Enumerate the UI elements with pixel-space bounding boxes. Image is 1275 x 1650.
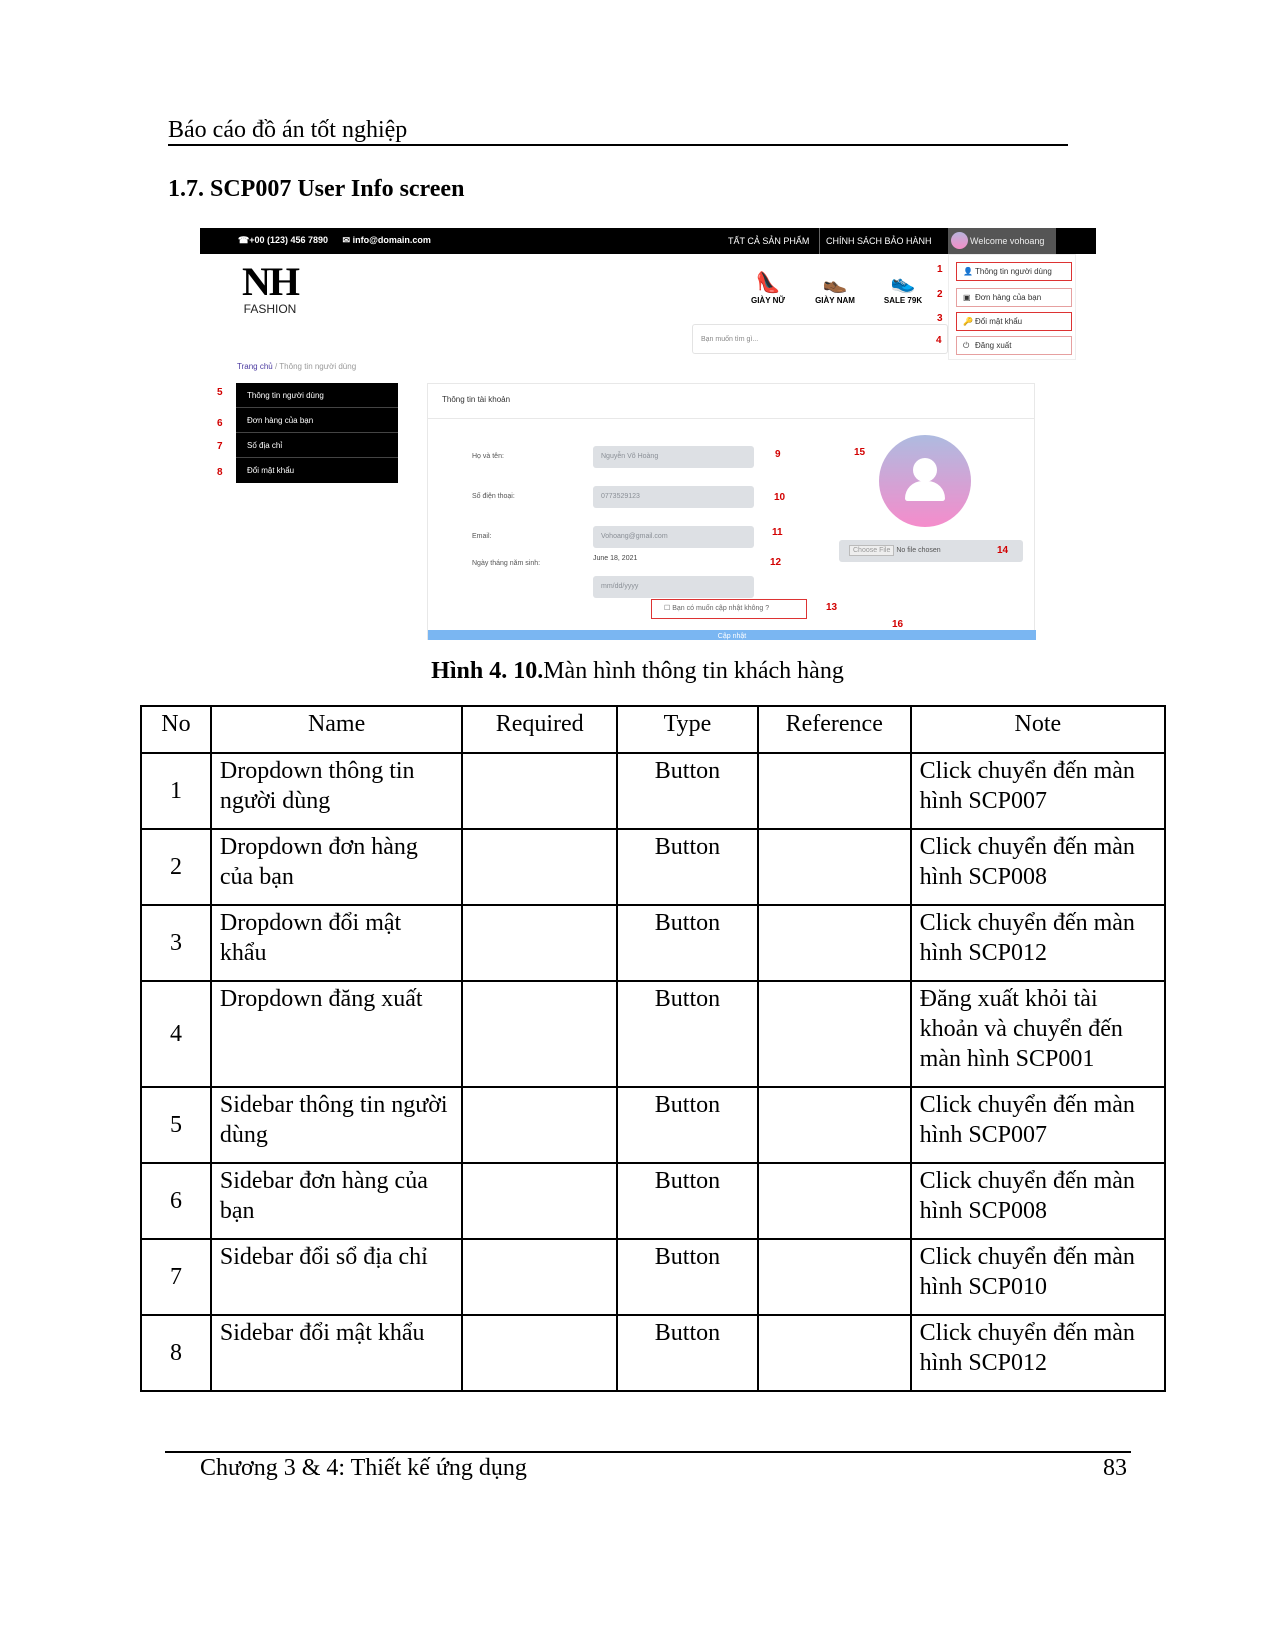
cell-note: Click chuyển đến màn hình SCP007 [911, 753, 1165, 829]
cell-required [462, 905, 617, 981]
annotation-12: 12 [770, 557, 782, 568]
user-icon: 👤 [963, 267, 973, 276]
cell-note: Click chuyển đến màn hình SCP010 [911, 1239, 1165, 1315]
annotation-2: 2 [937, 289, 943, 300]
category-men-shoes[interactable] [810, 272, 860, 305]
account-info-card [427, 383, 1035, 640]
annotation-16: 16 [892, 619, 904, 630]
cell-no: 2 [141, 829, 211, 905]
table-row [141, 1239, 1165, 1315]
category-women-shoes[interactable] [743, 272, 793, 305]
cell-name: Dropdown đăng xuất [211, 981, 462, 1087]
cell-reference [758, 905, 911, 981]
cell-reference [758, 1315, 911, 1391]
user-silhouette-body [905, 481, 945, 501]
cell-note: Click chuyển đến màn hình SCP012 [911, 1315, 1165, 1391]
dropdown-label: Đơn hàng của bạn [975, 293, 1042, 302]
cell-no: 4 [141, 981, 211, 1087]
figure-caption [0, 658, 1275, 685]
table-header-row [141, 706, 1165, 753]
update-checkbox-label: Bạn có muốn cập nhật không ? [672, 605, 770, 612]
nav-warranty-policy[interactable]: CHÍNH SÁCH BẢO HÀNH [826, 236, 932, 246]
user-menu-toggle[interactable] [948, 228, 1056, 254]
cell-name: Sidebar thông tin người dùng [211, 1087, 462, 1163]
breadcrumb-separator: / [274, 362, 278, 371]
cell-note: Đăng xuất khỏi tài khoản và chuyển đến màn hình SCP001 [911, 981, 1165, 1087]
dropdown-user-info[interactable] [956, 262, 1072, 281]
update-checkbox[interactable]: ☐ Bạn có muốn cập nhật không ? [651, 599, 807, 619]
table-row [141, 1315, 1165, 1391]
cell-required [462, 1239, 617, 1315]
breadcrumb [237, 362, 356, 371]
email-text: ✉ info@domain.com [342, 235, 431, 245]
dob-date-input[interactable]: mm/dd/yyyy [593, 576, 754, 598]
annotation-6: 6 [217, 418, 223, 429]
annotation-11: 11 [772, 527, 783, 538]
cell-required [462, 1087, 617, 1163]
email-input[interactable]: Vohoang@gmail.com [593, 526, 754, 548]
sidebar-item-user-info[interactable]: Thông tin người dùng [236, 383, 398, 408]
cell-type: Button [617, 1163, 758, 1239]
section-title: 1.7. SCP007 User Info screen [168, 176, 465, 202]
spec-table [140, 705, 1166, 1392]
page-number: 83 [1103, 1455, 1127, 1481]
breadcrumb-home[interactable]: Trang chủ [237, 362, 273, 371]
top-bar [200, 228, 1096, 254]
annotation-5: 5 [217, 387, 223, 398]
heel-shoe-icon: 👠 [755, 272, 781, 294]
cell-reference [758, 1239, 911, 1315]
cell-required [462, 1315, 617, 1391]
phone-text: ☎+00 (123) 456 7890 [238, 235, 329, 245]
name-label: Họ và tên: [472, 453, 504, 460]
power-icon: ⏻ [963, 341, 970, 350]
cell-type: Button [617, 753, 758, 829]
cell-name: Sidebar đổi mật khẩu [211, 1315, 462, 1391]
annotation-8: 8 [217, 467, 223, 478]
table-row [141, 753, 1165, 829]
cell-no: 1 [141, 753, 211, 829]
cell-note: Click chuyển đến màn hình SCP008 [911, 1163, 1165, 1239]
welcome-text: Welcome vohoang [970, 236, 1045, 246]
sidebar-item-change-password[interactable]: Đổi mật khẩu [247, 466, 295, 475]
cell-reference [758, 1087, 911, 1163]
dropdown-label: Đổi mật khẩu [975, 317, 1023, 326]
table-row [141, 1163, 1165, 1239]
table-row [141, 829, 1165, 905]
breadcrumb-current: Thông tin người dùng [279, 362, 357, 371]
cell-required [462, 1163, 617, 1239]
update-button[interactable]: Cập nhật [428, 630, 1036, 640]
table-row [141, 981, 1165, 1087]
dropdown-label: Đăng xuất [975, 341, 1012, 350]
footer-rule [165, 1451, 1131, 1453]
table-row [141, 1087, 1165, 1163]
cell-name: Sidebar đổi sổ địa chỉ [211, 1239, 462, 1315]
col-no: No [141, 706, 211, 753]
money-icon: ▣ [963, 293, 971, 302]
cell-reference [758, 1163, 911, 1239]
annotation-14: 14 [997, 545, 1009, 556]
dropdown-logout[interactable] [956, 336, 1072, 355]
cell-required [462, 981, 617, 1087]
cell-reference [758, 753, 911, 829]
annotation-9: 9 [775, 449, 781, 460]
annotation-1: 1 [937, 264, 943, 275]
phone-input[interactable]: 0773529123 [593, 486, 754, 508]
logo-mark: NH [242, 259, 298, 304]
dropdown-label: Thông tin người dùng [975, 267, 1052, 276]
sidebar-item-address-book[interactable]: Số địa chỉ [236, 433, 398, 458]
category-sale[interactable] [878, 272, 928, 305]
annotation-15: 15 [854, 447, 866, 458]
dropdown-change-password[interactable] [956, 312, 1072, 331]
table-row [141, 905, 1165, 981]
key-icon: 🔑 [963, 317, 973, 326]
caption-number: Hình 4. 10. [431, 658, 544, 684]
user-dropdown-menu [948, 254, 1076, 360]
cell-type: Button [617, 1087, 758, 1163]
col-type: Type [617, 706, 758, 753]
no-file-text: No file chosen [896, 547, 941, 554]
cell-no: 8 [141, 1315, 211, 1391]
user-info-screenshot [200, 228, 1096, 640]
dob-label: Ngày tháng năm sinh: [472, 560, 541, 567]
dropdown-orders[interactable] [956, 288, 1072, 307]
brand-logo[interactable] [242, 259, 298, 316]
annotation-13: 13 [826, 602, 838, 613]
category-label: GIÀY NAM [815, 296, 855, 305]
col-name: Name [211, 706, 462, 753]
cell-note: Click chuyển đến màn hình SCP007 [911, 1087, 1165, 1163]
cell-reference [758, 829, 911, 905]
nav-all-products[interactable]: TẤT CẢ SẢN PHẨM [718, 228, 820, 254]
account-sidebar [236, 383, 398, 483]
cell-required [462, 829, 617, 905]
cell-name: Sidebar đơn hàng của bạn [211, 1163, 462, 1239]
annotation-10: 10 [774, 492, 786, 503]
email-label: Email: [472, 533, 492, 540]
category-label: SALE 79K [883, 296, 923, 305]
cell-no: 3 [141, 905, 211, 981]
cell-type: Button [617, 981, 758, 1087]
cell-type: Button [617, 829, 758, 905]
cell-no: 5 [141, 1087, 211, 1163]
card-title: Thông tin tài khoản [428, 384, 1034, 419]
avatar-icon [951, 232, 968, 249]
cell-name: Dropdown đơn hàng của bạn [211, 829, 462, 905]
user-silhouette-icon [913, 458, 937, 482]
sidebar-item-orders[interactable]: Đơn hàng của bạn [236, 408, 398, 433]
cell-note: Click chuyển đến màn hình SCP008 [911, 829, 1165, 905]
annotation-7: 7 [217, 441, 223, 452]
cell-required [462, 753, 617, 829]
contact-info [238, 235, 443, 246]
profile-avatar [879, 435, 971, 527]
footer-chapter: Chương 3 & 4: Thiết kế ứng dụng [200, 1455, 527, 1481]
document-header: Báo cáo đồ án tốt nghiệp [168, 116, 1068, 146]
cell-no: 7 [141, 1239, 211, 1315]
logo-word: FASHION [243, 302, 297, 316]
annotation-4: 4 [936, 335, 942, 346]
phone-label: Số điện thoại: [472, 493, 515, 500]
men-shoe-icon: 👞 [822, 272, 848, 294]
search-input[interactable]: Bạn muốn tìm gì... [692, 324, 948, 354]
dob-current-value: June 18, 2021 [593, 555, 638, 562]
annotation-3: 3 [937, 313, 943, 324]
cell-note: Click chuyển đến màn hình SCP012 [911, 905, 1165, 981]
cell-no: 6 [141, 1163, 211, 1239]
cell-type: Button [617, 1239, 758, 1315]
avatar-file-input[interactable] [839, 540, 1023, 562]
col-required: Required [462, 706, 617, 753]
category-label: GIÀY NỮ [750, 296, 786, 305]
col-note: Note [911, 706, 1165, 753]
sneaker-icon: 👟 [890, 272, 916, 294]
choose-file-button[interactable]: Choose File [849, 545, 894, 556]
cell-name: Dropdown thông tin người dùng [211, 753, 462, 829]
cell-type: Button [617, 905, 758, 981]
col-reference: Reference [758, 706, 911, 753]
cell-name: Dropdown đổi mật khẩu [211, 905, 462, 981]
name-input[interactable]: Nguyễn Võ Hoàng [593, 446, 754, 468]
caption-text: Màn hình thông tin khách hàng [543, 658, 844, 684]
cell-type: Button [617, 1315, 758, 1391]
cell-reference [758, 981, 911, 1087]
